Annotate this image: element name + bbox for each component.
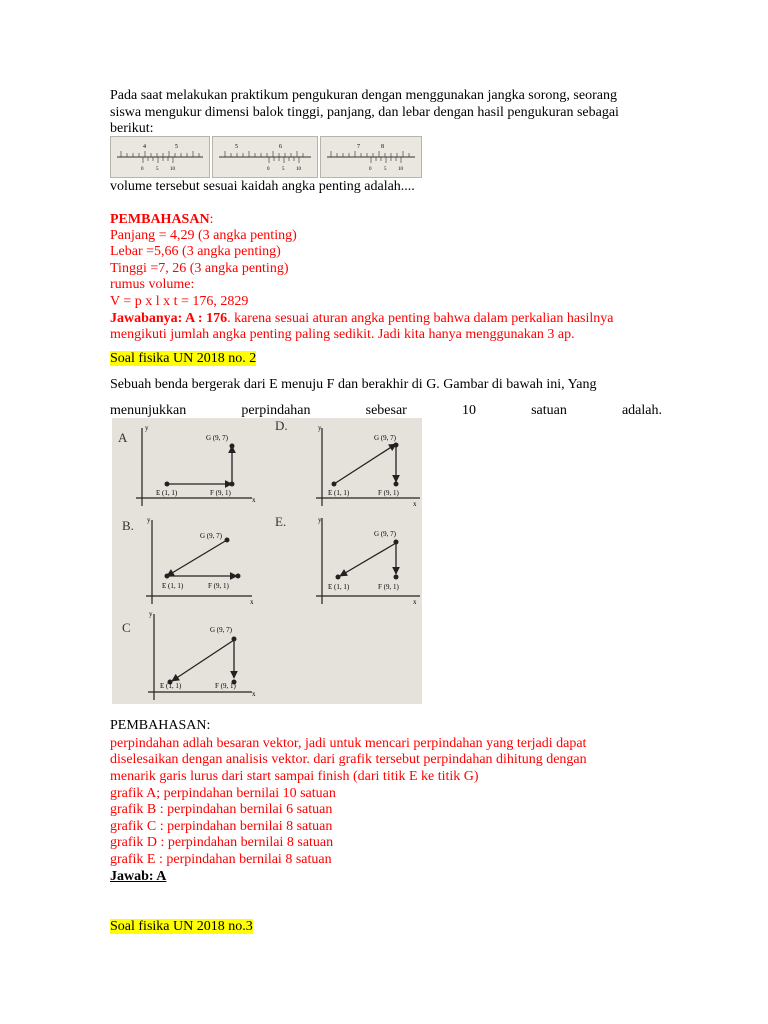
svg-text:5: 5	[235, 144, 238, 150]
pembahasan1-line-4: rumus volume:	[110, 277, 195, 292]
svg-text:E (1, 1): E (1, 1)	[160, 682, 182, 690]
svg-text:A: A	[118, 430, 128, 445]
pembahasan2-line-6: grafik C : perpindahan bernilai 8 satuan	[110, 819, 333, 834]
vernier-scale-1	[111, 137, 209, 177]
soal2-line-2	[110, 403, 662, 419]
svg-text:G (9, 7): G (9, 7)	[206, 434, 228, 442]
pembahasan1-line-3: Tinggi =7, 26 (3 angka penting)	[110, 261, 289, 276]
svg-text:E (1, 1): E (1, 1)	[328, 489, 350, 497]
svg-text:F (9, 1): F (9, 1)	[378, 489, 399, 497]
svg-text:x: x	[413, 500, 417, 508]
svg-text:5: 5	[156, 167, 159, 172]
soal2-word: sebesar	[365, 403, 407, 418]
pembahasan2-line-4: grafik A; perpindahan bernilai 10 satuan	[110, 786, 336, 801]
pembahasan2-answer: Jawab: A	[110, 869, 167, 884]
svg-text:6: 6	[279, 144, 282, 150]
displacement-graphs-figure	[112, 418, 422, 704]
svg-text:0: 0	[267, 167, 270, 172]
vernier-scale-2	[213, 137, 317, 177]
graph-b	[122, 516, 254, 606]
displacement-graphs-svg	[112, 418, 422, 704]
svg-text:5: 5	[282, 167, 285, 172]
graph-c	[122, 610, 256, 700]
pembahasan1-heading	[110, 212, 213, 228]
pembahasan1-heading-text: PEMBAHASAN	[110, 212, 210, 227]
svg-text:5: 5	[175, 144, 178, 150]
pembahasan1-line-5: V = p x l x t = 176, 2829	[110, 294, 249, 309]
svg-text:x: x	[250, 598, 254, 606]
pembahasan2-line-2: diselesaikan dengan analisis vektor. dari grafik tersebut perpindahan dihitung dengan	[110, 752, 587, 767]
svg-text:4: 4	[143, 144, 146, 150]
soal2-word: perpindahan	[241, 403, 311, 418]
svg-text:x: x	[252, 690, 256, 698]
svg-text:y: y	[318, 516, 322, 524]
svg-text:D.: D.	[275, 418, 288, 433]
pembahasan1-heading-colon: :	[209, 212, 214, 227]
svg-text:C: C	[122, 620, 131, 635]
vernier-image-1	[110, 136, 210, 178]
question1-line-1: Pada saat melakukan praktikum pengukuran dengan menggunakan jangka sorong, seorang	[110, 88, 617, 103]
pembahasan1-line-2: Lebar =5,66 (3 angka penting)	[110, 244, 281, 259]
soal2-word: 10	[461, 403, 476, 418]
vernier-image-2	[212, 136, 318, 178]
svg-text:G (9, 7): G (9, 7)	[374, 530, 396, 538]
soal2-word: satuan	[531, 403, 567, 418]
svg-text:F (9, 1): F (9, 1)	[215, 682, 236, 690]
pembahasan1-line-1: Panjang = 4,29 (3 angka penting)	[110, 228, 297, 243]
svg-text:10: 10	[398, 167, 403, 172]
pembahasan2-line-1: perpindahan adlah besaran vektor, jadi untuk mencari perpindahan yang terjadi dapat	[110, 736, 587, 751]
svg-text:x: x	[252, 496, 256, 504]
svg-text:y: y	[318, 424, 322, 432]
svg-text:E (1, 1): E (1, 1)	[156, 489, 178, 497]
soal2-word: menunjukkan	[110, 403, 187, 418]
svg-text:G (9, 7): G (9, 7)	[210, 626, 232, 634]
pembahasan1-answer	[110, 311, 613, 327]
svg-text:x: x	[413, 598, 417, 606]
svg-text:7: 7	[357, 144, 360, 150]
svg-text:G (9, 7): G (9, 7)	[200, 532, 222, 540]
soal2-title	[110, 351, 256, 367]
soal2-word: adalah.	[621, 403, 662, 418]
pembahasan1-answer-label: Jawabanya: A : 176	[110, 311, 228, 326]
graph-d	[275, 418, 420, 508]
svg-text:8: 8	[381, 144, 384, 150]
svg-text:y: y	[149, 610, 153, 618]
svg-text:y: y	[147, 516, 151, 524]
question1-prompt: volume tersebut sesuai kaidah angka penting adalah....	[110, 179, 415, 194]
pembahasan2-line-5: grafik B : perpindahan bernilai 6 satuan	[110, 802, 333, 817]
graph-a	[118, 424, 256, 506]
svg-text:G (9, 7): G (9, 7)	[374, 434, 396, 442]
soal2-title-text: Soal fisika UN 2018 no. 2	[110, 351, 257, 366]
soal3-title	[110, 919, 253, 935]
svg-text:0: 0	[369, 167, 372, 172]
pembahasan2-heading: PEMBAHASAN:	[110, 718, 211, 733]
pembahasan2-line-3: menarik garis lurus dari start sampai finish (dari titik E ke titik G)	[110, 769, 479, 784]
svg-text:E (1, 1): E (1, 1)	[328, 583, 350, 591]
vernier-scale-3	[321, 137, 421, 177]
svg-text:F (9, 1): F (9, 1)	[208, 582, 229, 590]
graph-e	[275, 514, 420, 606]
svg-text:0: 0	[141, 167, 144, 172]
svg-text:10: 10	[296, 167, 301, 172]
question1-line-3: berikut:	[110, 121, 154, 136]
svg-text:E.: E.	[275, 514, 287, 529]
svg-text:y: y	[145, 424, 149, 432]
pembahasan1-answer-rest: . karena sesuai aturan angka penting bahwa dalam perkalian hasilnya	[227, 311, 614, 326]
question1-line-2: siswa mengukur dimensi balok tinggi, panjang, dan lebar dengan hasil pengukuran sebagai	[110, 105, 619, 120]
svg-text:B.: B.	[122, 518, 134, 533]
svg-text:10: 10	[170, 167, 175, 172]
pembahasan1-answer-line-2: mengikuti jumlah angka penting paling sedikit. Jadi kita hanya menggunakan 3 ap.	[110, 327, 575, 342]
svg-text:F (9, 1): F (9, 1)	[378, 583, 399, 591]
svg-text:F (9, 1): F (9, 1)	[210, 489, 231, 497]
svg-text:5: 5	[384, 167, 387, 172]
vernier-image-3	[320, 136, 422, 178]
soal3-title-text: Soal fisika UN 2018 no.3	[110, 919, 253, 934]
soal2-line-1: Sebuah benda bergerak dari E menuju F dan berakhir di G. Gambar di bawah ini, Yang	[110, 377, 597, 392]
pembahasan2-line-8: grafik E : perpindahan bernilai 8 satuan	[110, 852, 332, 867]
svg-text:E (1, 1): E (1, 1)	[162, 582, 184, 590]
pembahasan2-line-7: grafik D : perpindahan bernilai 8 satuan	[110, 835, 334, 850]
